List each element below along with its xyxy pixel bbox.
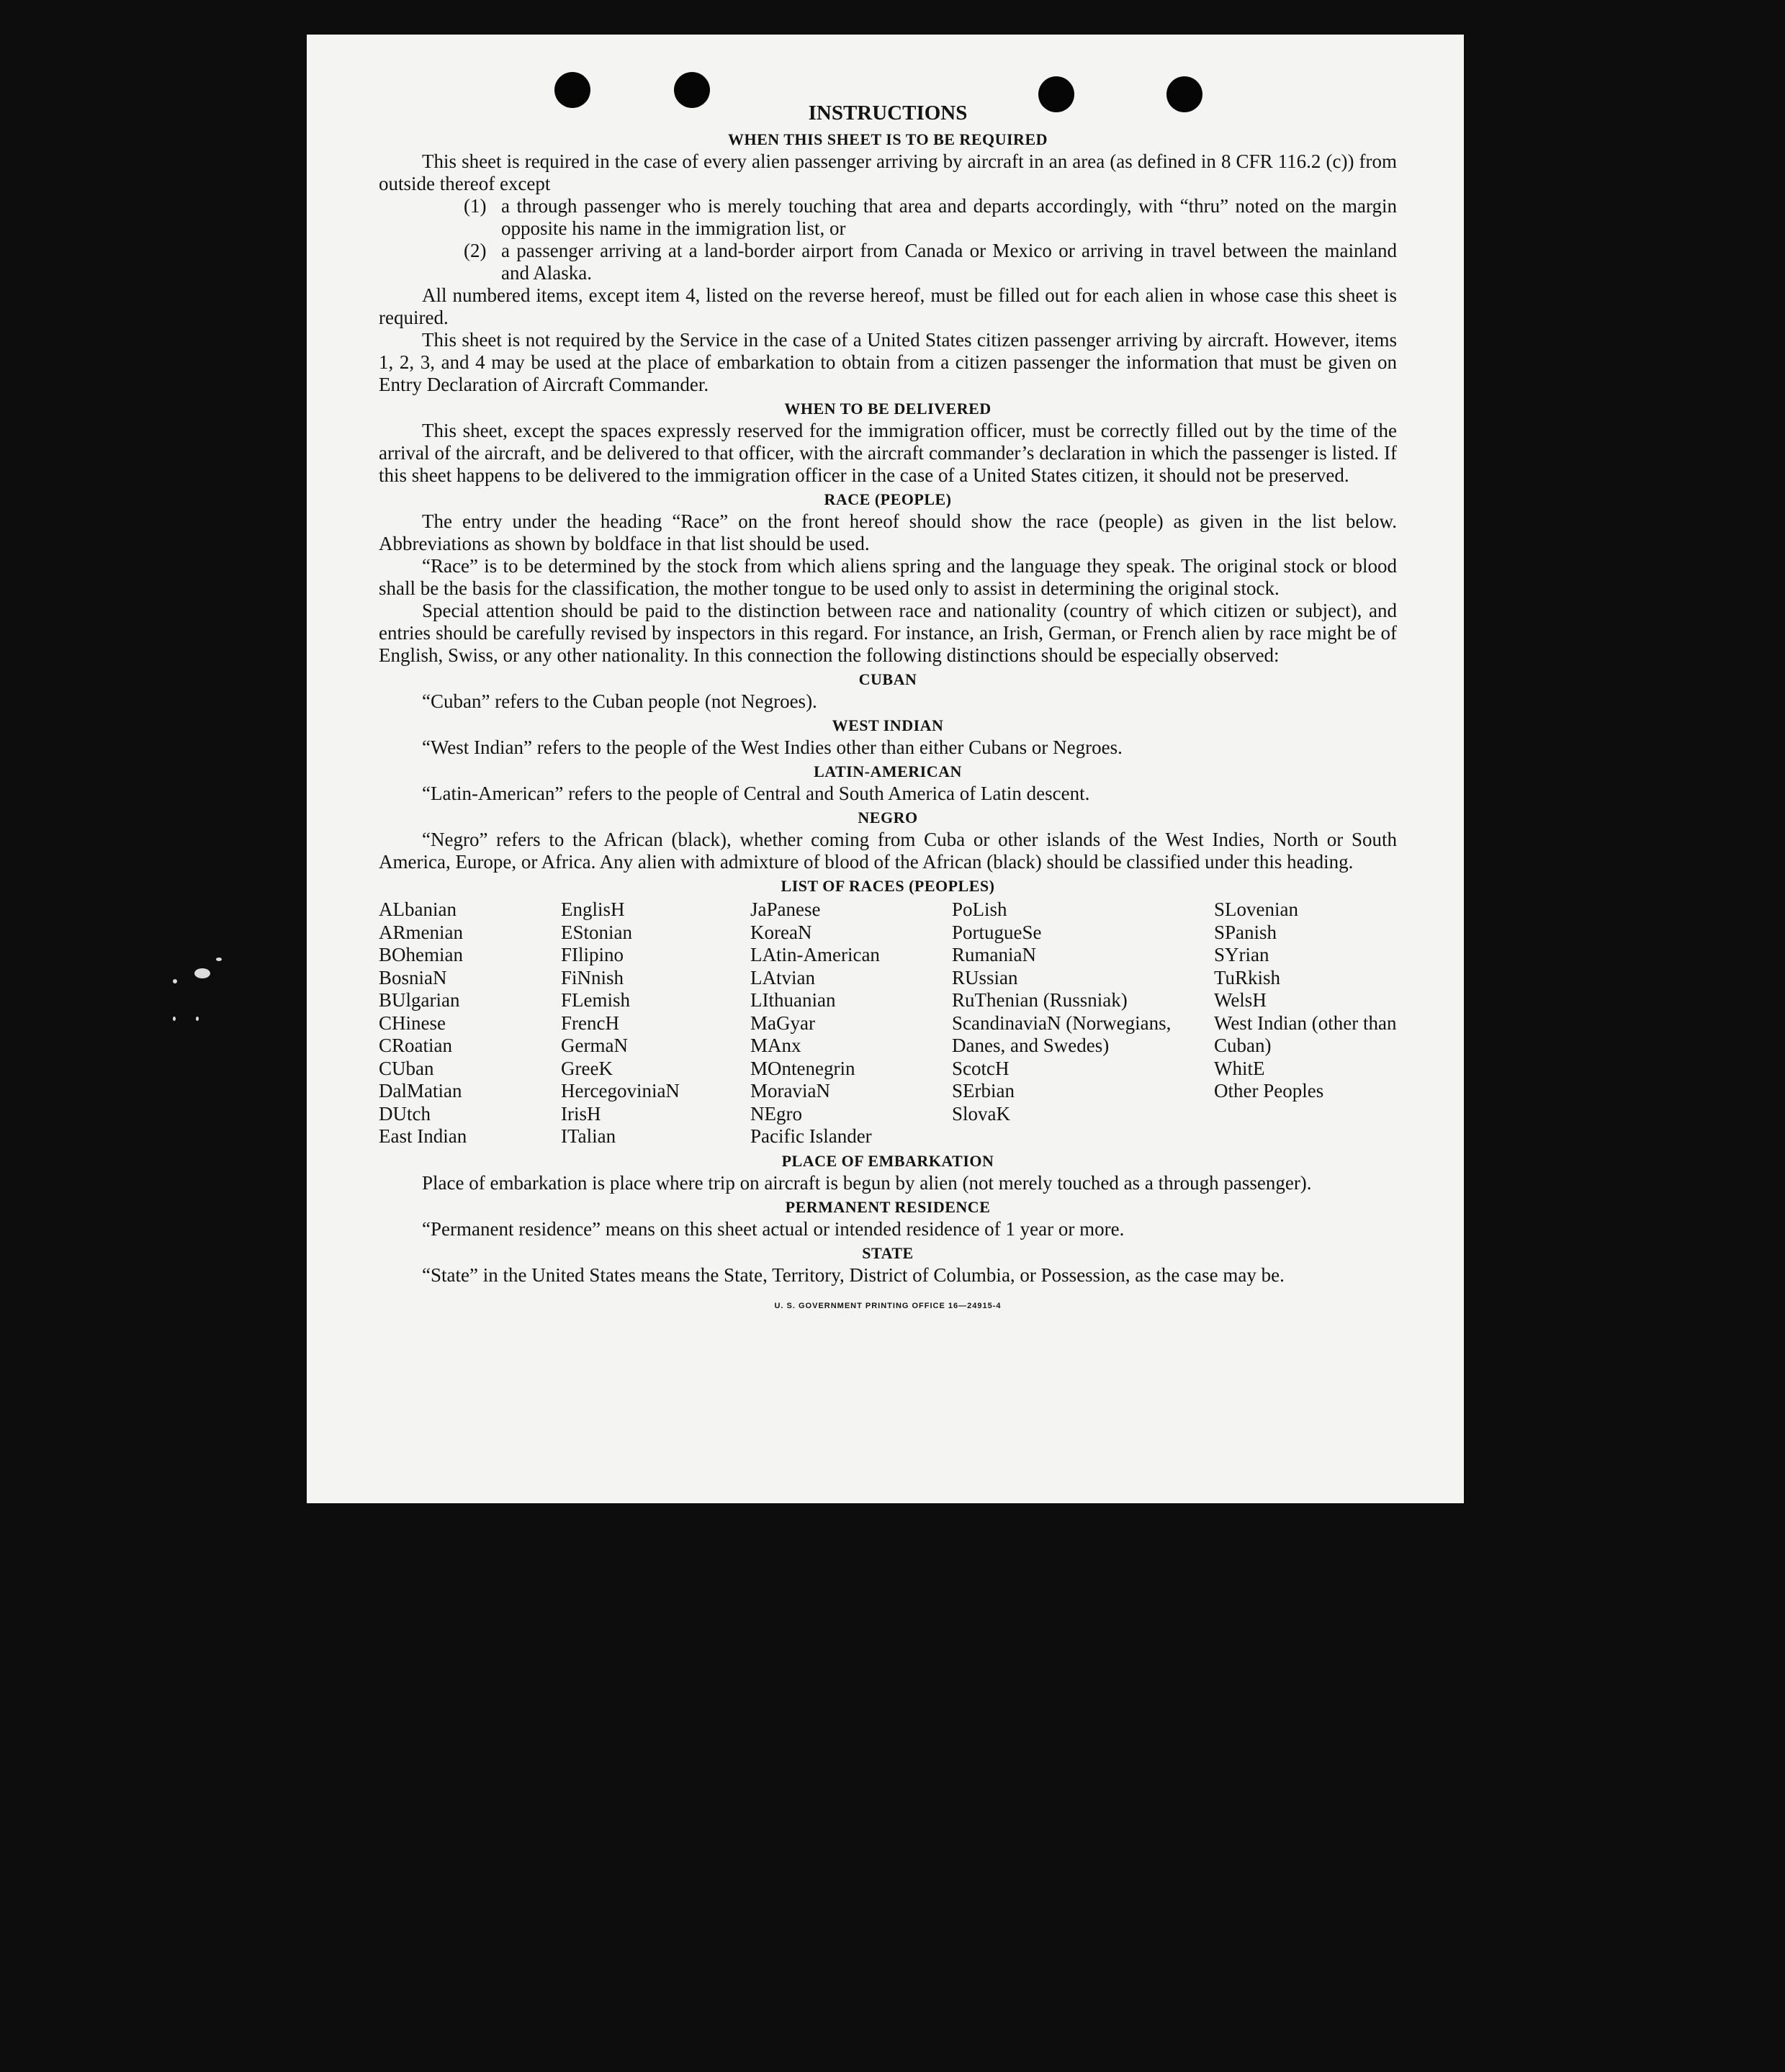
race-entry: NEgro bbox=[750, 1102, 802, 1125]
film-speck bbox=[216, 958, 222, 961]
paragraph: This sheet is not required by the Service in the case of a United States citizen passenger arriving by aircraft. However, items 1, 2, 3, and 4 may be used at the place of embarkation to obtain from a citizen passenger the information that must be given on Entry Declaration of Aircraft Commander. bbox=[379, 329, 1397, 395]
race-entry: SLovenian bbox=[1214, 898, 1298, 920]
race-entry: IrisH bbox=[561, 1102, 601, 1125]
race-entry: SPanish bbox=[1214, 921, 1277, 943]
exception-text: a through passenger who is merely touching that area and departs accordingly, with “thru” noted on the margin opposite his name in the immigration list, or bbox=[501, 195, 1397, 239]
race-entry: West Indian (other than Cuban) bbox=[1214, 1012, 1397, 1056]
exception-item bbox=[464, 195, 1397, 240]
race-entry: RuThenian (Russniak) bbox=[952, 989, 1128, 1011]
race-entry: GreeK bbox=[561, 1057, 613, 1079]
race-column bbox=[750, 898, 952, 1148]
race-entry: MAnx bbox=[750, 1035, 801, 1056]
race-entry: ScotcH bbox=[952, 1057, 1010, 1079]
section-heading: NEGRO bbox=[858, 808, 918, 826]
paragraph: All numbered items, except item 4, listed on the reverse hereof, must be filled out for each alien in whose case this sheet is required. bbox=[379, 284, 1397, 328]
exception-text: a passenger arriving at a land-border airport from Canada or Mexico or arriving in travel between the mainland and Alaska. bbox=[501, 240, 1397, 284]
paragraph: The entry under the heading “Race” on the front hereof should show the race (people) as given in the list below. Abbreviations as shown by boldface in that list should be used. bbox=[379, 510, 1397, 554]
paragraph: “Permanent residence” means on this sheet actual or intended residence of 1 year or more. bbox=[422, 1217, 1125, 1240]
race-entry: MaGyar bbox=[750, 1012, 815, 1034]
race-entry: SYrian bbox=[1214, 944, 1269, 965]
race-entry: LIthuanian bbox=[750, 989, 836, 1011]
section-heading: LATIN-AMERICAN bbox=[814, 762, 962, 780]
race-entry: GermaN bbox=[561, 1035, 628, 1056]
race-entry: RUssian bbox=[952, 966, 1018, 988]
race-entry: HercegoviniaN bbox=[561, 1080, 680, 1102]
race-column bbox=[379, 898, 561, 1148]
race-entry: DUtch bbox=[379, 1102, 431, 1125]
sheet-content bbox=[379, 99, 1397, 1317]
race-entry: BUlgarian bbox=[379, 989, 460, 1011]
section-heading: PERMANENT RESIDENCE bbox=[785, 1197, 991, 1216]
race-entry: JaPanese bbox=[750, 898, 821, 920]
race-entry: ITalian bbox=[561, 1125, 616, 1147]
paragraph: “Negro” refers to the African (black), whether coming from Cuba or other islands of the West Indies, North or South America, Europe, or Africa. Any alien with admixture of blood of the African (black) should be classified under this heading. bbox=[379, 829, 1397, 873]
instruction-sheet bbox=[307, 35, 1464, 1503]
race-entry: FiNnish bbox=[561, 966, 624, 988]
race-entry: ARmenian bbox=[379, 921, 463, 943]
exception-number: (1) bbox=[464, 195, 487, 217]
paragraph: “Cuban” refers to the Cuban people (not Negroes). bbox=[422, 690, 817, 712]
paragraph: “Race” is to be determined by the stock from which aliens spring and the language they speak. The original stock or blood shall be the basis for the classification, the mother tongue to be used only to assist in determining the original stock. bbox=[379, 555, 1397, 599]
section-heading: STATE bbox=[862, 1243, 914, 1262]
race-entry: FIlipino bbox=[561, 944, 624, 965]
exception-item bbox=[464, 240, 1397, 284]
race-column bbox=[561, 898, 750, 1148]
film-speck bbox=[196, 1017, 199, 1021]
section-heading: WEST INDIAN bbox=[832, 716, 944, 734]
paragraph: “State” in the United States means the State, Territory, District of Columbia, or Possession, as the case may be. bbox=[422, 1264, 1285, 1286]
race-column bbox=[1214, 898, 1397, 1148]
exception-number: (2) bbox=[464, 240, 487, 261]
section-heading: WHEN THIS SHEET IS TO BE REQUIRED bbox=[727, 130, 1048, 148]
race-entry: WelsH bbox=[1214, 989, 1267, 1011]
race-entry: EnglisH bbox=[561, 898, 625, 920]
race-entry: FrencH bbox=[561, 1012, 619, 1034]
race-entry: CUban bbox=[379, 1057, 434, 1079]
race-entry: PoLish bbox=[952, 898, 1007, 920]
printing-office-footer: U. S. GOVERNMENT PRINTING OFFICE 16—24915-4 bbox=[774, 1301, 1002, 1310]
paragraph: “Latin-American” refers to the people of Central and South America of Latin descent. bbox=[422, 783, 1090, 804]
race-entry: EStonian bbox=[561, 921, 632, 943]
race-entry: East Indian bbox=[379, 1125, 467, 1147]
race-list bbox=[379, 898, 1397, 1148]
race-entry: ScandinaviaN (Norwegians, Danes, and Swedes) bbox=[952, 1012, 1172, 1056]
race-entry: WhitE bbox=[1214, 1057, 1265, 1079]
section-heading: WHEN TO BE DELIVERED bbox=[784, 400, 992, 418]
race-entry: ALbanian bbox=[379, 898, 457, 920]
section-heading: CUBAN bbox=[858, 670, 917, 688]
section-heading: PLACE OF EMBARKATION bbox=[781, 1151, 994, 1170]
race-entry: KoreaN bbox=[750, 921, 812, 943]
section-heading: LIST OF RACES (PEOPLES) bbox=[781, 877, 995, 895]
race-entry: TuRkish bbox=[1214, 966, 1281, 988]
paragraph: This sheet is required in the case of every alien passenger arriving by aircraft in an area (as defined in 8 CFR 116.2 (c)) from outside thereof except bbox=[379, 150, 1397, 194]
race-entry: MOntenegrin bbox=[750, 1057, 855, 1079]
film-speck bbox=[194, 968, 210, 978]
film-speck bbox=[173, 979, 177, 983]
race-entry: LAtin-American bbox=[750, 944, 880, 965]
section-heading: RACE (PEOPLE) bbox=[824, 490, 952, 508]
race-entry: FLemish bbox=[561, 989, 631, 1011]
race-entry: Other Peoples bbox=[1214, 1080, 1324, 1102]
race-entry: SErbian bbox=[952, 1080, 1015, 1102]
race-entry: PortugueSe bbox=[952, 921, 1042, 943]
race-entry: RumaniaN bbox=[952, 944, 1036, 965]
race-entry: Pacific Islander bbox=[750, 1125, 872, 1147]
race-entry: CHinese bbox=[379, 1012, 446, 1034]
race-entry: MoraviaN bbox=[750, 1080, 830, 1102]
race-entry: LAtvian bbox=[750, 966, 815, 988]
race-entry: CRoatian bbox=[379, 1035, 452, 1056]
paragraph: Place of embarkation is place where trip on aircraft is begun by alien (not merely touched as a through passenger). bbox=[422, 1171, 1312, 1194]
paragraph: This sheet, except the spaces expressly reserved for the immigration officer, must be correctly filled out by the time of the arrival of the aircraft, and be delivered to that officer, with the aircraft commander’s declaration in which the passenger is listed. If this sheet happens to be delivered to the immigration officer in the case of a United States citizen, it should not be preserved. bbox=[379, 420, 1397, 486]
race-column bbox=[952, 898, 1214, 1148]
race-entry: DalMatian bbox=[379, 1080, 462, 1102]
document-title: INSTRUCTIONS bbox=[808, 102, 968, 125]
paragraph: “West Indian” refers to the people of the West Indies other than either Cubans or Negroes. bbox=[422, 737, 1123, 758]
race-entry: SlovaK bbox=[952, 1102, 1010, 1125]
race-entry: BOhemian bbox=[379, 944, 463, 965]
race-entry: BosniaN bbox=[379, 966, 447, 988]
paragraph: Special attention should be paid to the distinction between race and nationality (country of which citizen or subject), and entries should be carefully revised by inspectors in this regard. For instance, an Irish, German, or French alien by race might be of English, Swiss, or any other nationality. In this connection the following distinctions should be especially observed: bbox=[379, 600, 1397, 666]
film-speck bbox=[173, 1017, 176, 1021]
